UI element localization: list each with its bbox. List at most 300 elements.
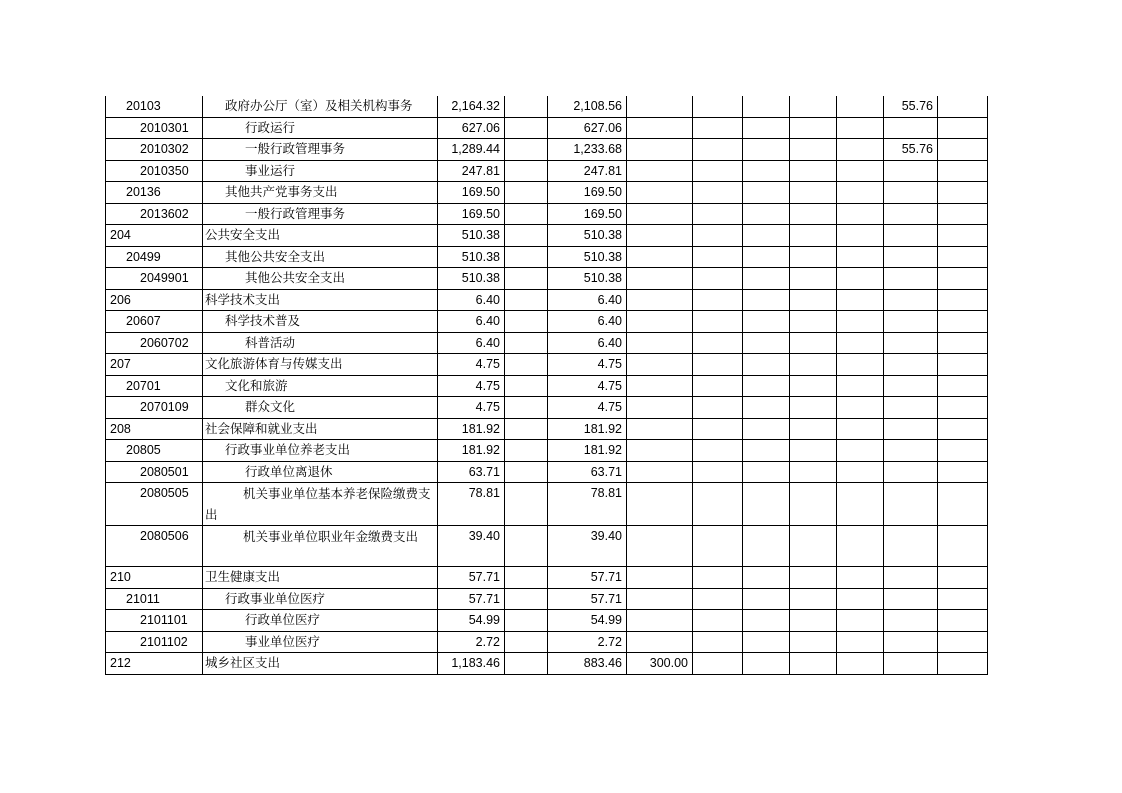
amount-cell-3: 627.06 [548, 117, 627, 139]
amount-cell-7 [790, 117, 837, 139]
amount-cell-10 [938, 653, 988, 675]
amount-cell-7 [790, 289, 837, 311]
amount-cell-7 [790, 653, 837, 675]
amount-cell-9 [884, 440, 938, 462]
amount-cell-6 [743, 139, 790, 161]
account-name-cell: 科学技术普及 [203, 311, 438, 333]
amount-cell-4 [627, 588, 693, 610]
account-code-cell: 20499 [106, 246, 203, 268]
amount-cell-7 [790, 225, 837, 247]
amount-cell-9 [884, 588, 938, 610]
table-row [106, 268, 988, 290]
amount-cell-10 [938, 588, 988, 610]
amount-cell-1: 4.75 [438, 397, 505, 419]
amount-cell-7 [790, 354, 837, 376]
account-name-cell: 公共安全支出 [203, 225, 438, 247]
table-row [106, 246, 988, 268]
amount-cell-7 [790, 483, 837, 526]
amount-cell-7 [790, 203, 837, 225]
account-code-cell: 2070109 [106, 397, 203, 419]
amount-cell-6 [743, 610, 790, 632]
account-name-cell: 一般行政管理事务 [203, 139, 438, 161]
amount-cell-6 [743, 225, 790, 247]
amount-cell-4 [627, 483, 693, 526]
account-code-cell: 2101101 [106, 610, 203, 632]
amount-cell-10 [938, 246, 988, 268]
amount-cell-3: 54.99 [548, 610, 627, 632]
amount-cell-6 [743, 567, 790, 589]
amount-cell-8 [837, 567, 884, 589]
amount-cell-2 [505, 653, 548, 675]
amount-cell-3: 883.46 [548, 653, 627, 675]
account-code-cell: 2080506 [106, 526, 203, 567]
amount-cell-6 [743, 354, 790, 376]
table-row [106, 631, 988, 653]
amount-cell-7 [790, 311, 837, 333]
amount-cell-1: 181.92 [438, 418, 505, 440]
amount-cell-2 [505, 610, 548, 632]
amount-cell-10 [938, 354, 988, 376]
amount-cell-9 [884, 289, 938, 311]
amount-cell-4 [627, 418, 693, 440]
amount-cell-10 [938, 289, 988, 311]
amount-cell-2 [505, 160, 548, 182]
amount-cell-9 [884, 246, 938, 268]
amount-cell-10 [938, 160, 988, 182]
amount-cell-8 [837, 289, 884, 311]
amount-cell-3: 57.71 [548, 567, 627, 589]
amount-cell-2 [505, 418, 548, 440]
amount-cell-9 [884, 354, 938, 376]
amount-cell-9 [884, 160, 938, 182]
amount-cell-1: 6.40 [438, 332, 505, 354]
amount-cell-3: 181.92 [548, 440, 627, 462]
account-code-cell: 207 [106, 354, 203, 376]
account-code-cell: 2080505 [106, 483, 203, 526]
amount-cell-5 [693, 311, 743, 333]
account-name-cell: 机关事业单位基本养老保险缴费支出 [203, 483, 438, 526]
amount-cell-3: 510.38 [548, 268, 627, 290]
amount-cell-8 [837, 397, 884, 419]
amount-cell-7 [790, 375, 837, 397]
amount-cell-9 [884, 631, 938, 653]
amount-cell-3: 510.38 [548, 225, 627, 247]
account-name-cell: 行政事业单位养老支出 [203, 440, 438, 462]
account-code-cell: 2080501 [106, 461, 203, 483]
amount-cell-8 [837, 354, 884, 376]
amount-cell-3: 169.50 [548, 182, 627, 204]
amount-cell-4 [627, 610, 693, 632]
amount-cell-10 [938, 203, 988, 225]
amount-cell-8 [837, 182, 884, 204]
amount-cell-2 [505, 354, 548, 376]
amount-cell-10 [938, 610, 988, 632]
amount-cell-6 [743, 588, 790, 610]
amount-cell-5 [693, 117, 743, 139]
amount-cell-2 [505, 375, 548, 397]
amount-cell-10 [938, 96, 988, 117]
amount-cell-5 [693, 375, 743, 397]
amount-cell-4 [627, 461, 693, 483]
amount-cell-4 [627, 203, 693, 225]
amount-cell-2 [505, 246, 548, 268]
amount-cell-3: 4.75 [548, 354, 627, 376]
table-row [106, 526, 988, 567]
account-code-cell: 2010302 [106, 139, 203, 161]
table-row [106, 588, 988, 610]
amount-cell-2 [505, 117, 548, 139]
amount-cell-5 [693, 332, 743, 354]
account-name-cell: 机关事业单位职业年金缴费支出 [203, 526, 438, 567]
amount-cell-5 [693, 483, 743, 526]
amount-cell-1: 510.38 [438, 268, 505, 290]
amount-cell-10 [938, 375, 988, 397]
account-name-cell: 一般行政管理事务 [203, 203, 438, 225]
amount-cell-4 [627, 631, 693, 653]
table-row [106, 567, 988, 589]
amount-cell-9 [884, 483, 938, 526]
amount-cell-5 [693, 160, 743, 182]
amount-cell-6 [743, 96, 790, 117]
amount-cell-6 [743, 311, 790, 333]
amount-cell-9 [884, 526, 938, 567]
amount-cell-5 [693, 461, 743, 483]
account-code-cell: 204 [106, 225, 203, 247]
amount-cell-7 [790, 610, 837, 632]
amount-cell-1: 4.75 [438, 375, 505, 397]
account-code-cell: 2010350 [106, 160, 203, 182]
amount-cell-7 [790, 440, 837, 462]
table-row [106, 461, 988, 483]
amount-cell-5 [693, 567, 743, 589]
amount-cell-4 [627, 526, 693, 567]
amount-cell-9 [884, 203, 938, 225]
amount-cell-5 [693, 203, 743, 225]
account-name-cell: 事业运行 [203, 160, 438, 182]
amount-cell-1: 57.71 [438, 567, 505, 589]
amount-cell-8 [837, 139, 884, 161]
amount-cell-5 [693, 418, 743, 440]
table-row [106, 117, 988, 139]
amount-cell-6 [743, 160, 790, 182]
account-code-cell: 210 [106, 567, 203, 589]
amount-cell-9 [884, 461, 938, 483]
amount-cell-6 [743, 246, 790, 268]
account-code-cell: 208 [106, 418, 203, 440]
amount-cell-2 [505, 588, 548, 610]
amount-cell-1: 169.50 [438, 182, 505, 204]
amount-cell-1: 39.40 [438, 526, 505, 567]
amount-cell-9: 55.76 [884, 96, 938, 117]
amount-cell-7 [790, 96, 837, 117]
amount-cell-4: 300.00 [627, 653, 693, 675]
amount-cell-2 [505, 182, 548, 204]
amount-cell-9 [884, 225, 938, 247]
amount-cell-4 [627, 182, 693, 204]
amount-cell-6 [743, 461, 790, 483]
amount-cell-6 [743, 440, 790, 462]
amount-cell-4 [627, 332, 693, 354]
amount-cell-4 [627, 268, 693, 290]
account-code-cell: 20103 [106, 96, 203, 117]
account-code-cell: 2049901 [106, 268, 203, 290]
amount-cell-7 [790, 418, 837, 440]
amount-cell-8 [837, 483, 884, 526]
amount-cell-6 [743, 418, 790, 440]
amount-cell-2 [505, 397, 548, 419]
table-row [106, 440, 988, 462]
amount-cell-2 [505, 440, 548, 462]
amount-cell-6 [743, 631, 790, 653]
account-name-cell: 行政运行 [203, 117, 438, 139]
amount-cell-9 [884, 610, 938, 632]
amount-cell-9 [884, 397, 938, 419]
amount-cell-1: 510.38 [438, 225, 505, 247]
amount-cell-8 [837, 311, 884, 333]
amount-cell-7 [790, 526, 837, 567]
amount-cell-3: 4.75 [548, 375, 627, 397]
amount-cell-7 [790, 588, 837, 610]
amount-cell-10 [938, 567, 988, 589]
table-row [106, 182, 988, 204]
amount-cell-1: 2.72 [438, 631, 505, 653]
amount-cell-3: 2.72 [548, 631, 627, 653]
amount-cell-8 [837, 246, 884, 268]
amount-cell-2 [505, 526, 548, 567]
amount-cell-1: 6.40 [438, 311, 505, 333]
amount-cell-10 [938, 483, 988, 526]
table-row [106, 203, 988, 225]
amount-cell-7 [790, 268, 837, 290]
amount-cell-1: 4.75 [438, 354, 505, 376]
account-name-cell: 行政单位离退休 [203, 461, 438, 483]
amount-cell-2 [505, 289, 548, 311]
table-row [106, 375, 988, 397]
account-name-cell: 科学技术支出 [203, 289, 438, 311]
amount-cell-5 [693, 268, 743, 290]
amount-cell-7 [790, 160, 837, 182]
amount-cell-8 [837, 461, 884, 483]
amount-cell-3: 6.40 [548, 332, 627, 354]
amount-cell-10 [938, 461, 988, 483]
amount-cell-4 [627, 354, 693, 376]
amount-cell-6 [743, 203, 790, 225]
amount-cell-3: 57.71 [548, 588, 627, 610]
account-code-cell: 20136 [106, 182, 203, 204]
account-code-cell: 206 [106, 289, 203, 311]
amount-cell-1: 54.99 [438, 610, 505, 632]
amount-cell-5 [693, 526, 743, 567]
amount-cell-1: 2,164.32 [438, 96, 505, 117]
amount-cell-6 [743, 375, 790, 397]
amount-cell-10 [938, 139, 988, 161]
amount-cell-4 [627, 246, 693, 268]
amount-cell-2 [505, 96, 548, 117]
amount-cell-5 [693, 182, 743, 204]
amount-cell-7 [790, 631, 837, 653]
amount-cell-9 [884, 268, 938, 290]
table-row [106, 311, 988, 333]
amount-cell-1: 57.71 [438, 588, 505, 610]
amount-cell-8 [837, 268, 884, 290]
amount-cell-8 [837, 117, 884, 139]
table-row [106, 225, 988, 247]
amount-cell-3: 247.81 [548, 160, 627, 182]
amount-cell-1: 78.81 [438, 483, 505, 526]
amount-cell-5 [693, 653, 743, 675]
amount-cell-1: 169.50 [438, 203, 505, 225]
amount-cell-7 [790, 461, 837, 483]
amount-cell-5 [693, 354, 743, 376]
account-code-cell: 2060702 [106, 332, 203, 354]
amount-cell-1: 1,289.44 [438, 139, 505, 161]
amount-cell-3: 63.71 [548, 461, 627, 483]
amount-cell-3: 6.40 [548, 311, 627, 333]
amount-cell-7 [790, 246, 837, 268]
account-name-cell: 卫生健康支出 [203, 567, 438, 589]
amount-cell-3: 6.40 [548, 289, 627, 311]
account-code-cell: 212 [106, 653, 203, 675]
amount-cell-3: 4.75 [548, 397, 627, 419]
amount-cell-10 [938, 268, 988, 290]
amount-cell-9 [884, 375, 938, 397]
amount-cell-6 [743, 182, 790, 204]
account-name-cell: 行政事业单位医疗 [203, 588, 438, 610]
amount-cell-6 [743, 117, 790, 139]
amount-cell-2 [505, 311, 548, 333]
amount-cell-9 [884, 182, 938, 204]
table-row [106, 139, 988, 161]
amount-cell-2 [505, 139, 548, 161]
amount-cell-4 [627, 139, 693, 161]
account-name-cell: 科普活动 [203, 332, 438, 354]
amount-cell-3: 510.38 [548, 246, 627, 268]
amount-cell-7 [790, 182, 837, 204]
account-name-cell: 文化旅游体育与传媒支出 [203, 354, 438, 376]
amount-cell-1: 6.40 [438, 289, 505, 311]
account-name-cell: 群众文化 [203, 397, 438, 419]
amount-cell-5 [693, 96, 743, 117]
amount-cell-10 [938, 397, 988, 419]
amount-cell-1: 247.81 [438, 160, 505, 182]
amount-cell-1: 63.71 [438, 461, 505, 483]
amount-cell-2 [505, 631, 548, 653]
table-row [106, 96, 988, 117]
amount-cell-10 [938, 526, 988, 567]
account-code-cell: 2013602 [106, 203, 203, 225]
account-name-cell: 社会保障和就业支出 [203, 418, 438, 440]
amount-cell-5 [693, 289, 743, 311]
amount-cell-5 [693, 588, 743, 610]
amount-cell-3: 1,233.68 [548, 139, 627, 161]
account-name-cell: 其他共产党事务支出 [203, 182, 438, 204]
amount-cell-5 [693, 397, 743, 419]
amount-cell-3: 39.40 [548, 526, 627, 567]
account-code-cell: 2101102 [106, 631, 203, 653]
table-body [106, 96, 988, 674]
account-name-cell: 城乡社区支出 [203, 653, 438, 675]
amount-cell-10 [938, 117, 988, 139]
amount-cell-8 [837, 440, 884, 462]
amount-cell-7 [790, 139, 837, 161]
table-row [106, 653, 988, 675]
account-code-cell: 21011 [106, 588, 203, 610]
amount-cell-10 [938, 332, 988, 354]
amount-cell-1: 1,183.46 [438, 653, 505, 675]
amount-cell-2 [505, 203, 548, 225]
amount-cell-8 [837, 332, 884, 354]
amount-cell-9 [884, 332, 938, 354]
amount-cell-6 [743, 332, 790, 354]
amount-cell-5 [693, 631, 743, 653]
amount-cell-6 [743, 653, 790, 675]
amount-cell-4 [627, 289, 693, 311]
amount-cell-1: 181.92 [438, 440, 505, 462]
amount-cell-9 [884, 567, 938, 589]
amount-cell-7 [790, 397, 837, 419]
amount-cell-5 [693, 139, 743, 161]
budget-table [105, 96, 988, 675]
table-row [106, 483, 988, 526]
amount-cell-4 [627, 96, 693, 117]
table-row [106, 354, 988, 376]
amount-cell-8 [837, 225, 884, 247]
amount-cell-4 [627, 117, 693, 139]
amount-cell-4 [627, 440, 693, 462]
amount-cell-9: 55.76 [884, 139, 938, 161]
amount-cell-4 [627, 567, 693, 589]
amount-cell-8 [837, 526, 884, 567]
amount-cell-4 [627, 311, 693, 333]
amount-cell-7 [790, 332, 837, 354]
amount-cell-6 [743, 268, 790, 290]
amount-cell-9 [884, 117, 938, 139]
amount-cell-4 [627, 375, 693, 397]
amount-cell-8 [837, 203, 884, 225]
amount-cell-10 [938, 182, 988, 204]
amount-cell-8 [837, 653, 884, 675]
amount-cell-2 [505, 567, 548, 589]
account-name-cell: 行政单位医疗 [203, 610, 438, 632]
amount-cell-2 [505, 332, 548, 354]
amount-cell-8 [837, 375, 884, 397]
amount-cell-7 [790, 567, 837, 589]
table-row [106, 332, 988, 354]
amount-cell-2 [505, 483, 548, 526]
amount-cell-2 [505, 225, 548, 247]
account-code-cell: 20607 [106, 311, 203, 333]
amount-cell-8 [837, 418, 884, 440]
table-row [106, 160, 988, 182]
amount-cell-6 [743, 526, 790, 567]
table-row [106, 289, 988, 311]
amount-cell-1: 627.06 [438, 117, 505, 139]
account-name-cell: 事业单位医疗 [203, 631, 438, 653]
amount-cell-4 [627, 225, 693, 247]
account-code-cell: 20701 [106, 375, 203, 397]
amount-cell-2 [505, 461, 548, 483]
account-code-cell: 2010301 [106, 117, 203, 139]
amount-cell-8 [837, 610, 884, 632]
amount-cell-10 [938, 311, 988, 333]
account-name-cell: 其他公共安全支出 [203, 268, 438, 290]
amount-cell-4 [627, 160, 693, 182]
account-name-cell: 文化和旅游 [203, 375, 438, 397]
amount-cell-6 [743, 397, 790, 419]
amount-cell-5 [693, 440, 743, 462]
amount-cell-3: 78.81 [548, 483, 627, 526]
table-row [106, 610, 988, 632]
